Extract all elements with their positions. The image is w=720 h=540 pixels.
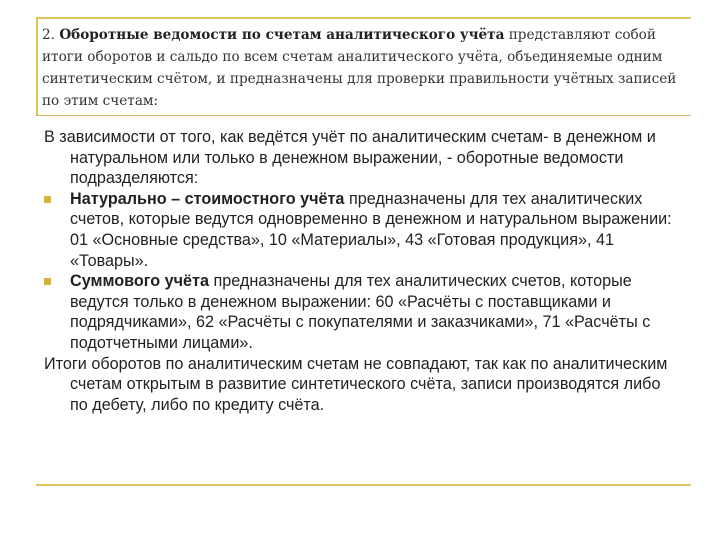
closing-paragraph: Итоги оборотов по аналитическим счетам не совпадают, так как по аналитическим счетам открытым в развитие синтетического счёта, записи производятся либо по дебету, либо по кредиту счёта. [44, 354, 668, 414]
square-bullet-icon [44, 278, 51, 285]
intro-number: 2. [42, 27, 55, 43]
intro-bold-term: Оборотные ведомости по счетам аналитического учёта [59, 27, 505, 43]
intro-paragraph [42, 24, 692, 112]
lead-paragraph: В зависимости от того, как ведётся учёт по аналитическим счетам- в денежном и натуральном или только в денежном выражении, - оборотные ведомости подразделяются: [44, 128, 656, 188]
square-bullet-icon [44, 196, 51, 203]
frame-top-line [36, 17, 691, 19]
bullet-bold-term: Натурально – стоимостного учёта [70, 189, 345, 208]
bullet-item-natural [44, 189, 674, 271]
bullet-text: предназначены для тех аналитических счетов, которые ведутся одновременно в денежном и натуральном выражении: 01 «Основные средства», 10 «Материалы», 43 «Готовая продукция», 41 «Товары». [70, 189, 672, 270]
frame-divider-line [36, 115, 691, 116]
bullet-text: предназначены для тех аналитических счетов, которые ведутся только в денежном выражении: 60 «Расчёты с поставщиками и подрядчиками», 62 «Расчёты с покупателями и заказчиками», 71 «Расчёты с подотчетными лицами». [70, 272, 651, 352]
main-content [44, 127, 674, 415]
frame-bottom-line [36, 484, 691, 486]
bullet-item-sum [44, 271, 674, 353]
frame-left-line [36, 17, 38, 115]
intro-text: представляют собой итоги оборотов и сальдо по всем счетам аналитического учёта, объединяемые одним синтетическим счётом, и предназначены для проверки правильности учётных записей по этим счетам: [42, 27, 677, 109]
bullet-bold-term: Суммового учёта [70, 272, 209, 291]
